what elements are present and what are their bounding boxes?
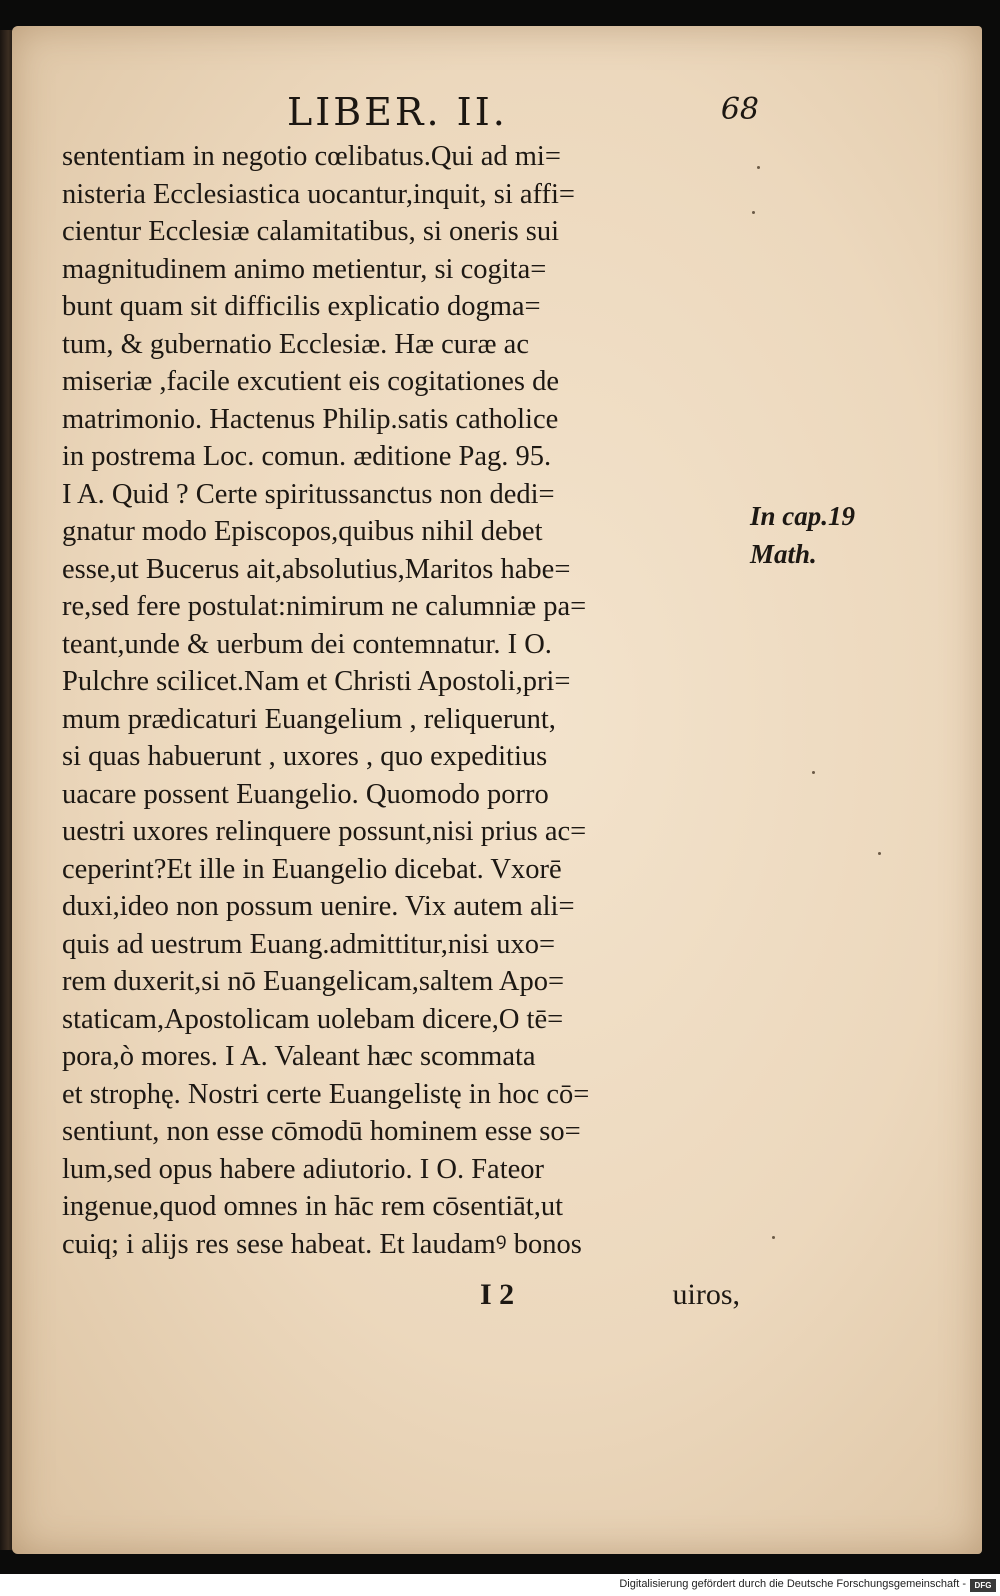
running-head	[287, 90, 767, 136]
text-line: Pulchre scilicet.Nam et Christi Apostoli,pri=	[62, 666, 571, 697]
text-line: gnatur modo Episcopos,quibus nihil debet	[62, 516, 543, 547]
text-line: miseriæ ,facile excutient eis cogitationes de	[62, 366, 559, 397]
ink-speck	[878, 852, 881, 855]
running-title: LIBER. II.	[287, 90, 508, 134]
text-line: sentiunt, non esse cōmodū hominem esse so=	[62, 1116, 581, 1147]
funding-credit: Digitalisierung gefördert durch die Deutsche Forschungsgemeinschaft -	[619, 1578, 966, 1590]
marginal-note	[750, 497, 855, 573]
text-line: ceperint?Et ille in Euangelio dicebat. Vxorē	[62, 853, 562, 885]
text-line: re,sed fere postulat:nimirum ne calumniæ pa=	[62, 591, 587, 622]
text-line: matrimonio. Hactenus Philip.satis catholice	[62, 403, 559, 435]
text-line: uestri uxores relinquere possunt,nisi prius ac=	[62, 816, 587, 847]
catchword: uiros,	[672, 1278, 740, 1311]
text-line: staticam,Apostolicam uolebam dicere,O tē=	[62, 1003, 564, 1035]
dfg-logo: DFG	[970, 1579, 996, 1592]
text-line: cuiq; i alijs res sese habeat. Et laudamꝰ bonos	[62, 1228, 582, 1260]
text-line: quis ad uestrum Euang.admittitur,nisi uxo=	[62, 928, 556, 960]
text-line: nisteria Ecclesiastica uocantur,inquit, si affi=	[62, 178, 575, 210]
signature-mark: I 2	[480, 1278, 515, 1311]
ink-speck	[757, 166, 760, 169]
ink-speck	[752, 211, 755, 214]
text-line: cientur Ecclesiæ calamitatibus, si oneris sui	[62, 216, 560, 247]
text-line: teant,unde & uerbum dei contemnatur. I O.	[62, 628, 552, 660]
footer-bar	[0, 1576, 1000, 1596]
text-line: et strophę. Nostri certe Euangelistę in hoc cō=	[62, 1078, 590, 1110]
text-line: magnitudinem animo metientur, si cogita=	[62, 253, 547, 285]
text-line: ingenue,quod omnes in hāc rem cōsentiāt,ut	[62, 1191, 563, 1222]
text-line: pora,ò mores. I A. Valeant hæc scommata	[62, 1041, 536, 1072]
text-line: tum, & gubernatio Ecclesiæ. Hæ curæ ac	[62, 328, 529, 360]
body-text	[62, 138, 742, 1263]
text-line: mum prædicaturi Euangelium , reliquerunt,	[62, 703, 556, 735]
ink-speck	[812, 771, 815, 774]
text-line: in postrema Loc. comun. æditione Pag. 95.	[62, 441, 552, 472]
marginal-note-line: In cap.19	[750, 501, 856, 531]
text-line: uacare possent Euangelio. Quomodo porro	[62, 778, 549, 810]
marginal-note-line: Math.	[750, 539, 817, 569]
page-number: 68	[720, 92, 759, 127]
text-line: lum,sed opus habere adiutorio. I O. Fateor	[62, 1153, 545, 1185]
text-line: duxi,ideo non possum uenire. Vix autem ali=	[62, 891, 575, 922]
text-line: esse,ut Bucerus ait,absolutius,Maritos habe=	[62, 553, 571, 585]
text-line: bunt quam sit difficilis explicatio dogma=	[62, 291, 541, 322]
text-line: rem duxerit,si nō Euangelicam,saltem Apo=	[62, 966, 565, 997]
catchline	[480, 1278, 740, 1318]
ink-speck	[772, 1236, 775, 1239]
text-line: si quas habuerunt , uxores , quo expeditius	[62, 741, 548, 772]
text-line: sententiam in negotio cœlibatus.Qui ad mi=	[62, 141, 561, 172]
text-line: I A. Quid ? Certe spiritussanctus non dedi=	[62, 478, 555, 510]
